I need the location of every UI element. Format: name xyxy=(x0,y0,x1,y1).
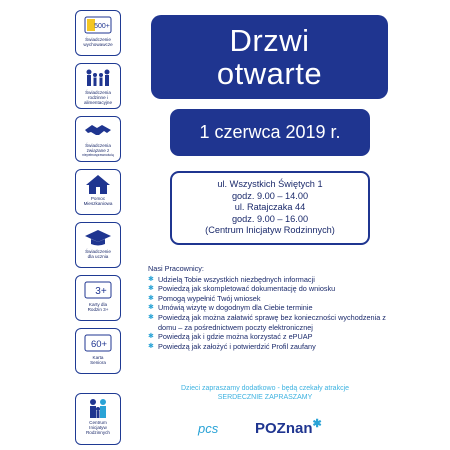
event-title-banner xyxy=(151,15,388,99)
list-item: ✱ Powiedzą jak można załatwić sprawę bez konieczności wychodzenia z domu – za pośrednictwem poczty elektronicznej xyxy=(148,313,393,332)
workers-list xyxy=(148,275,393,352)
list-item: ✱ Umówią wizytę w dogodnym dla Ciebie terminie xyxy=(148,303,393,313)
tile-label: Karta Seniora xyxy=(90,355,106,366)
list-item: ✱ Powiedzą jak założyć i potwierdzić Profil zaufany xyxy=(148,342,393,352)
tile-label: Świadczenie dla ucznia xyxy=(85,249,111,260)
svg-text:60+: 60+ xyxy=(90,339,108,350)
title-line-2: otwarte xyxy=(216,56,323,91)
list-item: ✱ Udzielą Tobie wszystkich niezbędnych informacji xyxy=(148,275,393,285)
list-item: ✱ Powiedzą jak skompletować dokumentację do wniosku xyxy=(148,284,393,294)
title-line-1: Drzwi xyxy=(229,23,310,58)
tile-family-center[interactable] xyxy=(75,393,121,445)
tile-senior-card[interactable] xyxy=(75,328,121,374)
footer-invitation xyxy=(140,384,390,402)
poznan-logo: POZnan✱ xyxy=(255,418,322,437)
address-line: ul. Ratajczaka 44 xyxy=(234,202,306,213)
tile-student-benefit[interactable] xyxy=(75,222,121,268)
tile-family-card[interactable] xyxy=(75,275,121,321)
tile-label: Centrum Inicjatyw Rodzinnych xyxy=(85,420,110,436)
family-center-icon xyxy=(83,397,113,419)
tile-disability-benefits[interactable] xyxy=(75,116,121,162)
tile-label: Świadczenia rodzinne i alimentacyjne xyxy=(83,90,113,106)
list-item: ✱ Pomogą wypełnić Twój wniosek xyxy=(148,294,393,304)
card-3plus-icon xyxy=(83,279,113,301)
tile-label: Karty dla Rodzin 3+ xyxy=(87,302,109,313)
tile-label: Pomoc Mieszkaniowa xyxy=(83,196,113,207)
svg-text:500+: 500+ xyxy=(94,23,110,30)
star-icon: ✱ xyxy=(312,418,322,430)
tile-label: Świadczenia związane z niepełnosprawnością xyxy=(82,143,114,158)
hours-line: godz. 9.00 – 16.00 xyxy=(231,213,309,224)
list-item: ✱ Powiedzą jak i gdzie można korzystać z ePUAP xyxy=(148,332,393,342)
tile-500-plus[interactable] xyxy=(75,10,121,56)
address-box xyxy=(170,171,370,245)
event-date-banner xyxy=(170,109,370,156)
event-date: 1 czerwca 2019 r. xyxy=(199,122,341,142)
500-plus-icon xyxy=(83,14,113,36)
hours-line: godz. 9.00 – 14.00 xyxy=(231,190,309,201)
handshake-icon xyxy=(83,120,113,142)
pcs-logo: pcs xyxy=(198,421,219,436)
footer-line-2: SERDECZNIE ZAPRASZAMY xyxy=(217,394,313,401)
tile-housing-aid[interactable] xyxy=(75,169,121,215)
card-60plus-icon xyxy=(83,332,113,354)
tile-label: Świadczenie wychowawcze xyxy=(83,37,113,48)
tile-family-benefits[interactable] xyxy=(75,63,121,109)
svg-text:3+: 3+ xyxy=(95,286,107,297)
workers-section xyxy=(148,264,393,351)
house-icon xyxy=(83,173,113,195)
address-line: ul. Wszystkich Świętych 1 xyxy=(217,179,323,190)
graduation-cap-icon xyxy=(83,226,113,248)
footer-line-1: Dzieci zapraszamy dodatkowo - będą czekały atrakcje xyxy=(180,385,350,392)
workers-heading: Nasi Pracownicy: xyxy=(148,264,204,273)
location-name: (Centrum Inicjatyw Rodzinnych) xyxy=(205,225,335,236)
family-icon xyxy=(83,67,113,89)
